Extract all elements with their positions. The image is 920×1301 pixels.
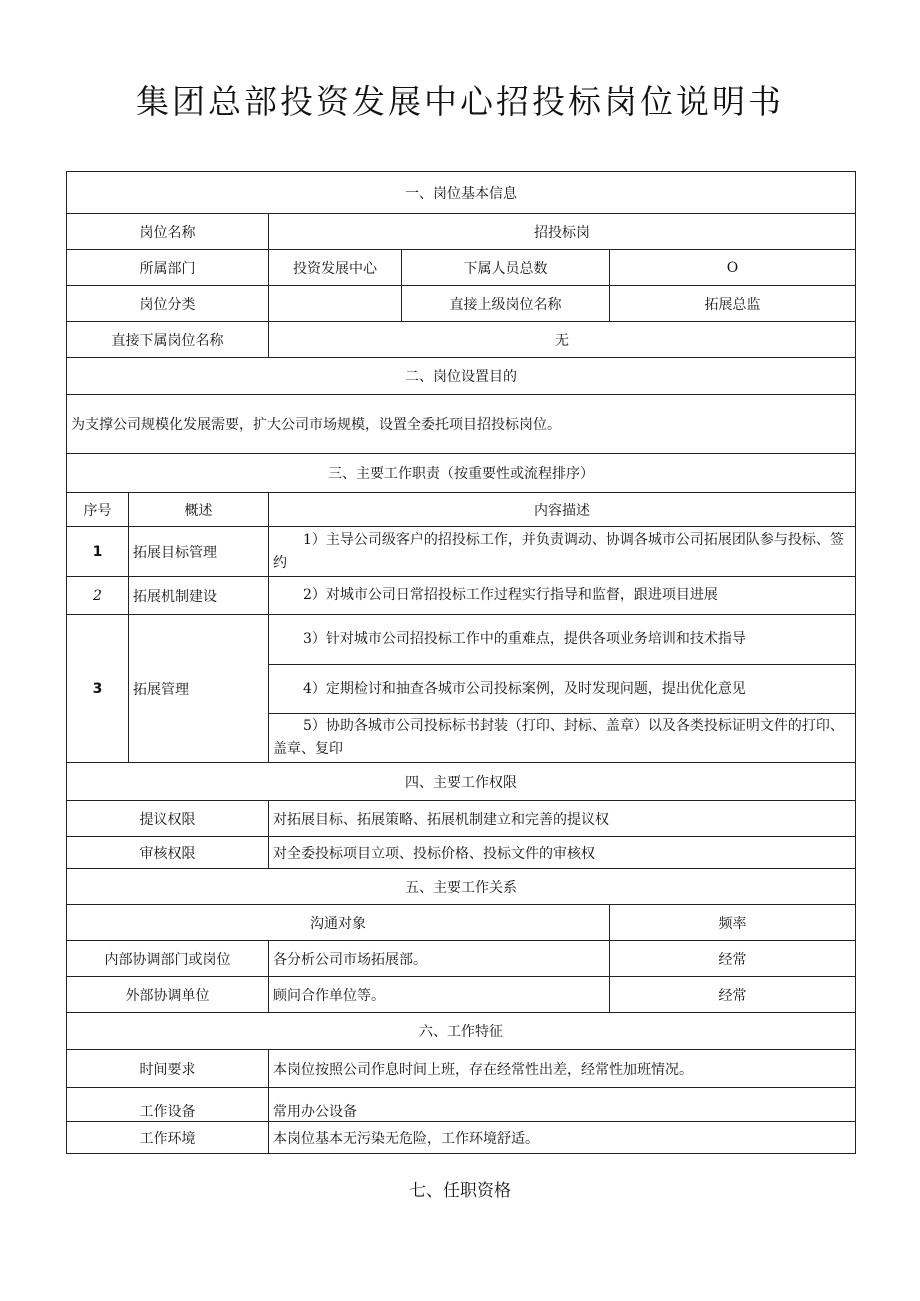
authority-label: 提议权限 (67, 801, 269, 837)
duty-number: 3 (67, 615, 129, 763)
subordinates-value: O (610, 250, 856, 286)
purpose-text: 为支撑公司规模化发展需要，扩大公司市场规模，设置全委托项目招投标岗位。 (67, 395, 856, 454)
duty-description (269, 665, 856, 714)
section-heading-relations: 五、主要工作关系 (67, 869, 856, 905)
relation-frequency: 经常 (610, 977, 856, 1013)
section-heading-authority: 四、主要工作权限 (67, 763, 856, 801)
sub-post-label: 直接下属岗位名称 (67, 322, 269, 358)
duties-col-desc: 内容描述 (269, 493, 856, 527)
category-label: 岗位分类 (67, 286, 269, 322)
relation-text: 各分析公司市场拓展部。 (269, 941, 610, 977)
duties-col-summary: 概述 (129, 493, 269, 527)
duty-description (269, 527, 856, 577)
department-label: 所属部门 (67, 250, 269, 286)
subordinates-label: 下属人员总数 (402, 250, 610, 286)
duty-number: 2 (67, 577, 129, 615)
duty-summary: 拓展管理 (129, 615, 269, 763)
characteristic-label: 时间要求 (67, 1050, 269, 1088)
duty-summary: 拓展机制建设 (129, 577, 269, 615)
document-title: 集团总部投资发展中心招投标岗位说明书 (136, 82, 784, 121)
department-value: 投资发展中心 (269, 250, 402, 286)
superior-value: 拓展总监 (610, 286, 856, 322)
section-heading-basic-info: 一、岗位基本信息 (67, 172, 856, 214)
relations-col-target: 沟通对象 (67, 905, 610, 941)
relation-frequency: 经常 (610, 941, 856, 977)
post-name-value: 招投标岗 (269, 214, 856, 250)
duty-description-text: 1）主导公司级客户的招投标工作，并负责调动、协调各城市公司拓展团队参与投标、签约 (273, 531, 844, 571)
section-heading-qualifications: 七、任职资格 (409, 1181, 511, 1201)
section-heading-purpose: 二、岗位设置目的 (67, 358, 856, 395)
authority-label: 审核权限 (67, 837, 269, 869)
duty-description-text: 2）对城市公司日常招投标工作过程实行指导和监督，跟进项目进展 (303, 587, 718, 603)
job-description-table (66, 171, 856, 1154)
duty-description-text: 4）定期检讨和抽查各城市公司投标案例，及时发现问题，提出优化意见 (303, 680, 746, 697)
relation-label: 外部协调单位 (67, 977, 269, 1013)
superior-label: 直接上级岗位名称 (402, 286, 610, 322)
duty-description (269, 714, 856, 763)
post-name-label: 岗位名称 (67, 214, 269, 250)
duty-description-text: 3）针对城市公司招投标工作中的重难点，提供各项业务培训和技术指导 (303, 631, 746, 647)
duty-number: 1 (67, 527, 129, 577)
characteristic-label: 工作环境 (67, 1122, 269, 1154)
duties-col-no: 序号 (67, 493, 129, 527)
characteristic-label: 工作设备 (67, 1088, 269, 1122)
authority-text: 对拓展目标、拓展策略、拓展机制建立和完善的提议权 (269, 801, 856, 837)
category-value (269, 286, 402, 322)
duty-description-text: 5）协助各城市公司投标标书封装（打印、封标、盖章）以及各类投标证明文件的打印、盖章、复印 (273, 718, 844, 757)
sub-post-value: 无 (269, 322, 856, 358)
characteristic-text: 常用办公设备 (269, 1088, 856, 1122)
section-heading-duties: 三、主要工作职责（按重要性或流程排序） (67, 454, 856, 493)
duty-description (269, 615, 856, 665)
duty-description (269, 577, 856, 615)
duty-summary: 拓展目标管理 (129, 527, 269, 577)
section-heading-characteristics: 六、工作特征 (67, 1013, 856, 1050)
relation-text: 顾问合作单位等。 (269, 977, 610, 1013)
authority-text: 对全委投标项目立项、投标价格、投标文件的审核权 (269, 837, 856, 869)
characteristic-text: 本岗位基本无污染无危险，工作环境舒适。 (269, 1122, 856, 1154)
relations-col-freq: 频率 (610, 905, 856, 941)
relation-label: 内部协调部门或岗位 (67, 941, 269, 977)
characteristic-text: 本岗位按照公司作息时间上班，存在经常性出差，经常性加班情况。 (269, 1050, 856, 1088)
